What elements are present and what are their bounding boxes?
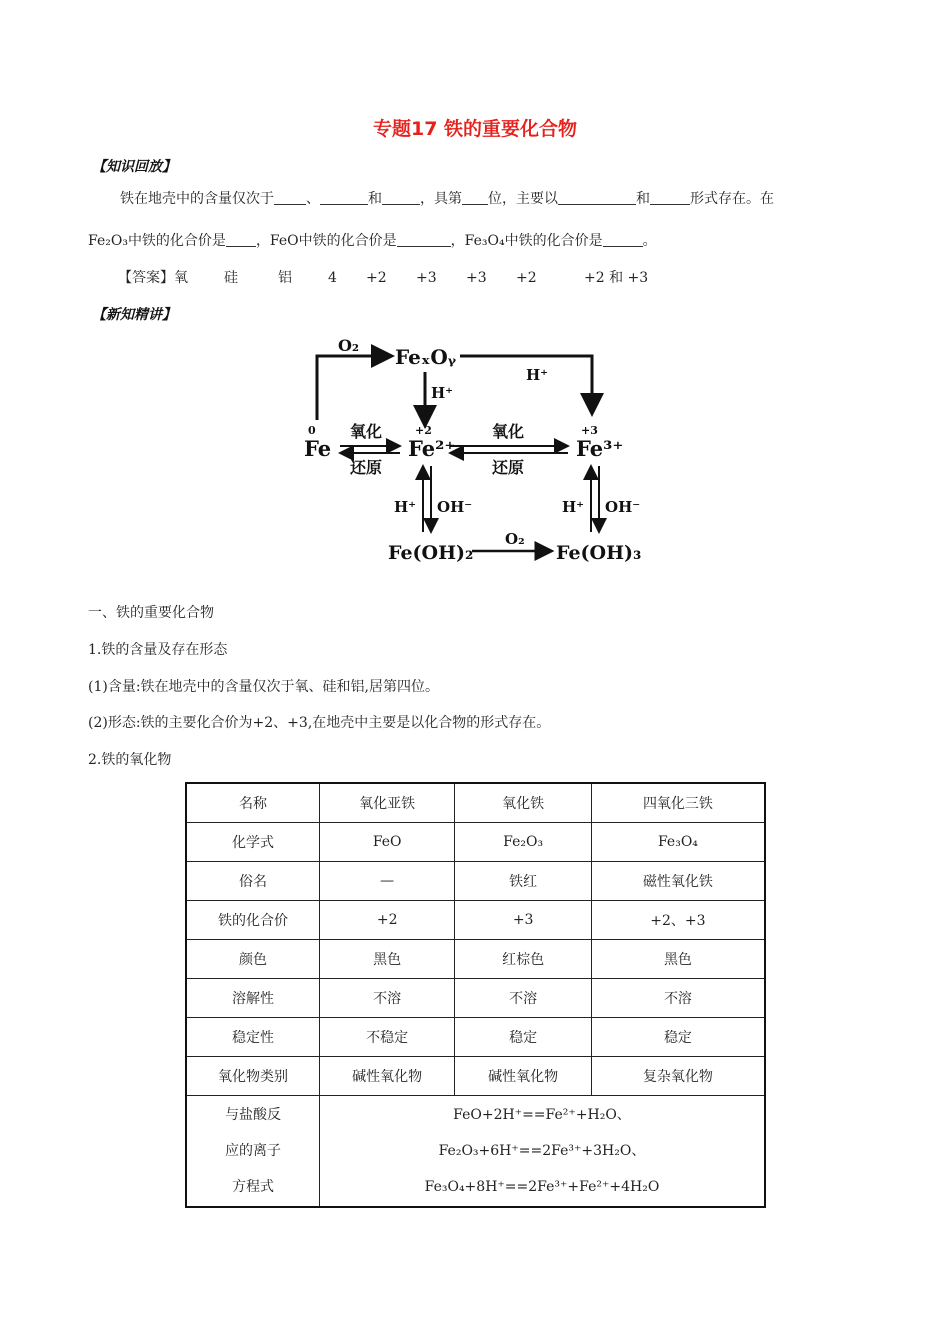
table-cell: — [319,862,454,901]
row-label-line: 应的离子 [224,1143,281,1159]
answer-item: +3 [466,270,487,286]
row-label: 俗名 [186,862,319,901]
row-label-line: 方程式 [231,1179,274,1195]
h-plus-right-label: H⁺ [526,366,549,384]
header-cell: 氧化亚铁 [319,783,454,823]
reduce-label-1: 还原 [350,458,383,477]
answer-item: +2 和 +3 [584,270,649,286]
table-cell: 不稳定 [319,1018,454,1057]
table-row [186,901,765,940]
answer-item: +3 [416,270,437,286]
equation-row [186,1096,765,1208]
subsection-title: 2.铁的氧化物 [88,752,172,768]
page-title: 专题17 铁的重要化合物 [372,118,578,140]
formula: ，Fe₃O₄ [450,233,505,249]
review-text: 中铁的化合价是 [504,233,603,249]
fe-charge: 0 [308,424,316,437]
feoh3-label: Fe(OH)₃ [556,542,642,564]
answer-item: 硅 [224,270,238,286]
table-header-row [186,783,765,823]
review-text: 和 [636,191,650,207]
answer-label: 【答案】 [118,270,174,286]
h-plus-center-label: H⁺ [431,384,454,402]
header-cell: 氧化铁 [455,783,591,823]
section-heading-new: 【新知精讲】 [92,307,176,323]
table-cell: +3 [455,901,591,940]
review-text: 和 [368,191,382,207]
table-cell: 磁性氧化铁 [591,862,765,901]
fe2-charge: +2 [415,424,432,437]
ionic-equation: Fe₂O₃+6H⁺==2Fe³⁺+3H₂O、 [438,1143,646,1159]
review-text: ，具第 [420,191,462,207]
o2-bottom-label: O₂ [505,530,525,548]
table-cell: 黑色 [319,940,454,979]
table-cell: 黑色 [591,940,765,979]
subsection-title: 1.铁的含量及存在形态 [88,642,228,658]
oxidize-label-2: 氧化 [492,422,525,441]
ionic-equation: FeO+2H⁺==Fe²⁺+H₂O、 [453,1107,631,1123]
row-label [186,1096,319,1208]
row-label: 化学式 [186,823,319,862]
row-label: 稳定性 [186,1018,319,1057]
review-text: 中铁的化合价是 [127,233,226,249]
review-line-2 [88,231,657,251]
oh-minus-left-label: OH⁻ [437,498,473,516]
oxidize-label-1: 氧化 [350,422,383,441]
h-plus-right-bottom-label: H⁺ [562,498,585,516]
row-label: 氧化物类别 [186,1057,319,1096]
answer-line [118,268,648,288]
review-line-1 [120,189,774,209]
table-cell: FeO [319,823,454,862]
table-cell: 红棕色 [455,940,591,979]
fe-label: Fe [304,436,332,461]
section-heading-review: 【知识回放】 [92,159,176,175]
table-cell: 不溶 [455,979,591,1018]
iron-oxides-table [185,782,766,1208]
answer-item: 氧 [174,270,188,286]
answer-item: +2 [516,270,537,286]
row-label: 颜色 [186,940,319,979]
table-cell: 稳定 [591,1018,765,1057]
fill-blank[interactable] [462,190,488,205]
review-text: 铁在地壳中的含量仅次于 [120,191,274,207]
review-text: 。 [642,233,657,249]
fe3-label: Fe³⁺ [576,436,624,461]
section-title: 一、铁的重要化合物 [88,605,214,621]
feoh2-label: Fe(OH)₂ [388,542,474,564]
fill-blank[interactable] [320,190,368,205]
answer-item: +2 [366,270,387,286]
header-cell: 名称 [186,783,319,823]
fe2-label: Fe²⁺ [408,436,456,461]
review-text: 中铁的化合价是 [298,233,397,249]
fill-blank[interactable] [558,190,636,205]
body-paragraph: (2)形态:铁的主要化合价为+2、+3,在地壳中主要是以化合物的形式存在。 [88,715,551,731]
table-cell: +2 [319,901,454,940]
review-text: 位，主要以 [488,191,558,207]
row-label: 溶解性 [186,979,319,1018]
review-text: 、 [306,191,320,207]
table-cell: 稳定 [455,1018,591,1057]
fill-blank[interactable] [226,232,256,247]
ionic-equation: Fe₃O₄+8H⁺==2Fe³⁺+Fe²⁺+4H₂O [424,1179,660,1195]
answer-item: 铝 [278,270,292,286]
fexoy-label: FeₓOᵧ [395,345,457,369]
fe3-charge: +3 [581,424,598,437]
header-cell: 四氧化三铁 [591,783,765,823]
h-plus-left-label: H⁺ [394,498,417,516]
ionic-equations-cell [319,1096,765,1208]
table-row [186,862,765,901]
arrow-fexoy-to-fe3 [460,356,592,414]
table-cell: 不溶 [591,979,765,1018]
fill-blank[interactable] [397,232,451,247]
formula: ，FeO [255,233,299,249]
fill-blank[interactable] [650,190,690,205]
table-cell: Fe₂O₃ [455,823,591,862]
table-cell: 铁红 [455,862,591,901]
review-text: 形式存在。在 [690,191,774,207]
table-cell: 复杂氧化物 [591,1057,765,1096]
table-row [186,823,765,862]
table-row [186,1057,765,1096]
table-row [186,940,765,979]
arrow-fe-to-fexoy [317,356,392,420]
table-row [186,1018,765,1057]
iron-conversion-diagram [300,332,660,577]
row-label-line: 与盐酸反 [224,1107,281,1123]
fill-blank[interactable] [382,190,420,205]
row-label: 铁的化合价 [186,901,319,940]
answer-item: 4 [328,270,337,286]
table-cell: Fe₃O₄ [591,823,765,862]
oh-minus-right-label: OH⁻ [605,498,641,516]
reduce-label-2: 还原 [492,458,525,477]
fill-blank[interactable] [603,232,643,247]
o2-top-label: O₂ [338,336,359,355]
body-paragraph: (1)含量:铁在地壳中的含量仅次于氧、硅和铝,居第四位。 [88,679,439,695]
table-cell: 碱性氧化物 [455,1057,591,1096]
table-row [186,979,765,1018]
table-cell: 不溶 [319,979,454,1018]
table-cell: 碱性氧化物 [319,1057,454,1096]
fill-blank[interactable] [274,190,306,205]
formula: Fe₂O₃ [88,233,128,249]
table-cell: +2、+3 [591,901,765,940]
